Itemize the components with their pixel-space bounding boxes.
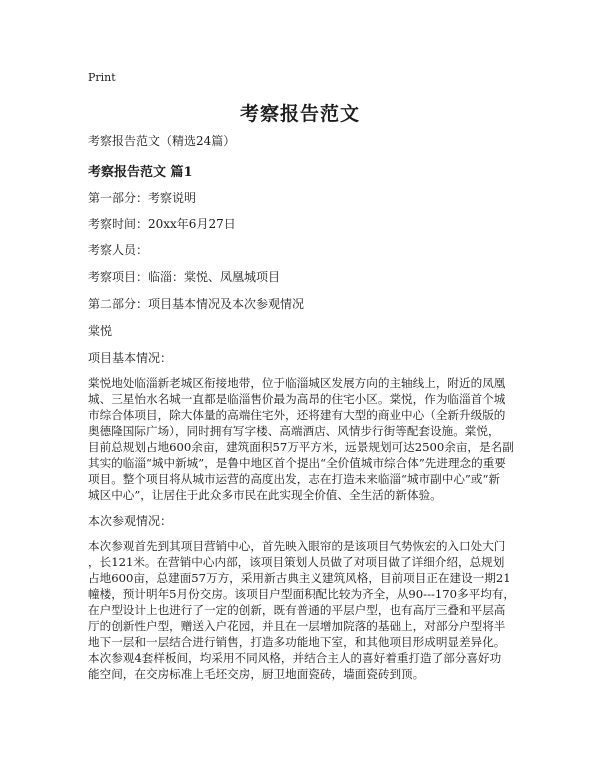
part1-heading: 第一部分：考察说明	[88, 191, 197, 205]
paragraph-line: 幢楼，预计明年5月份交房。该项目户型面积配比较为齐全，从90---170多平均有，	[88, 587, 516, 601]
section-heading: 考察报告范文 篇1	[88, 165, 193, 180]
paragraph-line: 在户型设计上也进行了一定的创新，既有普通的平层户型，也有高厅三叠和平层高	[88, 603, 506, 617]
print-label: Print	[88, 71, 116, 84]
basic-info-heading: 项目基本情况：	[88, 351, 173, 365]
paragraph-line: 棠悦地处临淄新老城区衔接地带，位于临淄城区发展方向的主轴线上，附近的凤凰	[88, 376, 506, 390]
inspection-time: 考察时间：20xx年6月27日	[88, 217, 236, 231]
paragraph-line: 城区中心”，让居住于此众多市民在此实现全价值、全生活的新体验。	[88, 488, 442, 502]
paragraph-line: 厅的创新性户型，赠送入户花园，并且在一层增加院落的基础上，对部分户型将半	[88, 619, 506, 633]
visit-info-paragraph	[88, 538, 518, 682]
paragraph-line: 项目。整个项目将从城市运营的高度出发，志在打造未来临淄“城市副中心”或“新	[88, 472, 500, 486]
basic-info-paragraph	[88, 375, 518, 503]
inspection-people: 考察人员：	[88, 243, 149, 257]
paragraph-line: 本次参观首先到其项目营销中心，首先映入眼帘的是该项目气势恢宏的入口处大门	[88, 539, 506, 553]
paragraph-line: 其实的临淄“城中新城”，是鲁中地区首个提出“全价值城市综合体”先进理念的重要	[88, 456, 506, 470]
document-subtitle: 考察报告范文（精选24篇）	[88, 134, 236, 148]
paragraph-line: 奥德隆国际广场），同时拥有写字楼、高端酒店、风情步行街等配套设施。棠悦，	[88, 424, 500, 438]
document-title: 考察报告范文	[239, 103, 360, 125]
project-name-tangyue: 棠悦	[88, 324, 113, 338]
paragraph-line: 占地600亩，总建面57万方，采用新古典主义建筑风格，目前项目正在建设一期21	[88, 571, 511, 585]
visit-info-heading: 本次参观情况：	[88, 514, 173, 528]
paragraph-line: ，长121米。在营销中心内部，该项目策划人员做了对项目做了详细介绍，总规划	[88, 555, 505, 569]
paragraph-line: 市综合体项目，除大体量的高端住宅外，还将建有大型的商业中心（全新升级版的	[88, 408, 506, 422]
paragraph-line: 能空间，在交房标准上毛坯交房，厨卫地面瓷砖，墙面瓷砖到顶。	[88, 667, 425, 681]
paragraph-line: 城、三星怡水名城一直都是临淄售价最为高昂的住宅小区。棠悦，作为临淄首个城	[88, 392, 506, 406]
part2-heading: 第二部分：项目基本情况及本次参观情况	[88, 297, 305, 311]
inspection-project: 考察项目：临淄：棠悦、凤凰城项目	[88, 270, 281, 284]
paragraph-line: 目前总规划占地600余亩，建筑面积57万平方米，远景规划可达2500余亩，是名副	[88, 440, 514, 454]
paragraph-line: 地下一层和一层结合进行销售，打造多功能地下室，和其他项目形成明显差异化。	[88, 635, 506, 649]
paragraph-line: 本次参观4套样板间，均采用不同风格，并结合主人的喜好着重打造了部分喜好功	[88, 651, 502, 665]
